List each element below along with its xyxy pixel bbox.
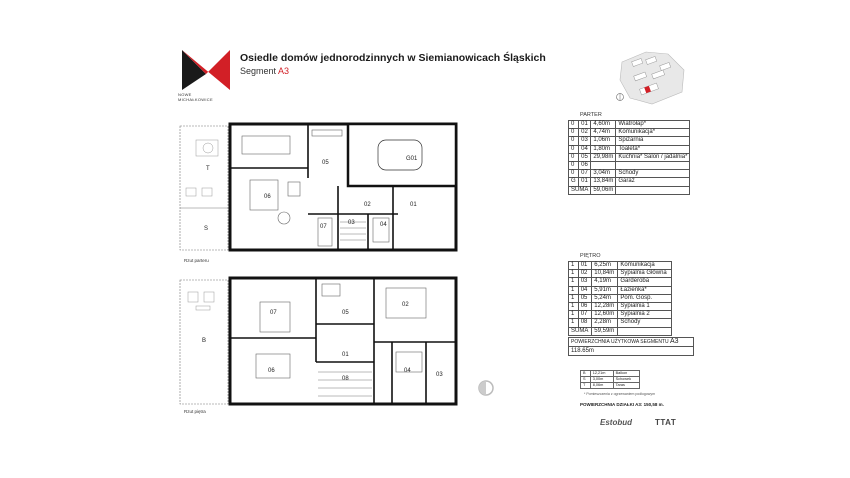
room-label: 01	[410, 202, 417, 208]
plot-area: POWIERZCHNIA DZIAŁKI A3: 150,58 m.	[580, 402, 664, 407]
room-label: B	[202, 338, 207, 344]
table-cell: 1,06m	[591, 137, 616, 145]
table-cell: 04	[578, 286, 592, 294]
room-label: 07	[320, 224, 327, 230]
table-row	[569, 137, 690, 145]
table-row	[569, 262, 672, 270]
table-cell: 0	[569, 170, 579, 178]
table-row	[569, 303, 672, 311]
table-cell: 0	[569, 137, 579, 145]
footnote: * Pomieszczenia z ogrzewaniem podłogowym	[584, 392, 656, 396]
pietro-heading: PIĘTRO	[580, 253, 601, 259]
table-cell: 08	[578, 319, 592, 327]
table-cell: 03	[579, 137, 591, 145]
ground-floor-plan	[178, 118, 468, 258]
room-label: G01	[406, 156, 418, 162]
upper-plan-label: Rzut piętra	[184, 409, 206, 414]
table-cell: 4,60m	[591, 121, 616, 129]
table-cell: 10,84m	[592, 270, 618, 278]
table-cell: 12,28m	[592, 303, 618, 311]
table-cell: 0	[569, 145, 579, 153]
table-cell: 02	[578, 270, 592, 278]
table-row	[569, 153, 690, 161]
table-cell: Pom. Gosp.	[618, 294, 672, 302]
table-cell: 02	[579, 129, 591, 137]
room-label: 06	[264, 194, 271, 200]
room-label: 07	[270, 310, 277, 316]
brand-logo-ttat: TTAT	[655, 418, 677, 427]
table-cell: 1	[569, 294, 579, 302]
table-cell: 1	[569, 278, 579, 286]
table-cell: 04	[579, 145, 591, 153]
table-cell: Toaleta*	[616, 145, 690, 153]
table-cell: 01	[578, 262, 592, 270]
sum-value: 59,59m	[592, 327, 618, 335]
table-row	[569, 286, 672, 294]
segment-code: A3	[278, 66, 290, 76]
table-cell: 06	[579, 162, 591, 170]
table-cell: 3,04m	[591, 170, 616, 178]
table-cell: T	[581, 383, 591, 389]
parter-heading: PARTER	[580, 112, 602, 118]
table-cell: 12,21m	[590, 371, 613, 377]
usable-area-value: 118.65m	[568, 346, 694, 356]
table-cell: 4,19m	[592, 278, 618, 286]
table-cell: 5,91m	[592, 286, 618, 294]
table-row	[569, 294, 672, 302]
table-cell: B	[581, 371, 591, 377]
table-cell: 8,06m	[590, 383, 613, 389]
table-cell: Wiatrołap*	[616, 121, 690, 129]
table-cell: 05	[578, 294, 592, 302]
sum-label: SUMA	[569, 327, 592, 335]
table-cell: 0	[569, 121, 579, 129]
table-cell: 13,84m	[591, 178, 616, 186]
table-cell: 07	[578, 311, 592, 319]
table-cell: Garaż	[616, 178, 690, 186]
sum-row	[569, 327, 672, 335]
table-cell: Spiżarnia	[616, 137, 690, 145]
sum-empty	[618, 327, 672, 335]
table-cell	[616, 162, 690, 170]
table-row	[569, 278, 672, 286]
table-cell: 06	[578, 303, 592, 311]
table-cell: 12,60m	[592, 311, 618, 319]
table-cell: 1	[569, 286, 579, 294]
table-row	[569, 170, 690, 178]
table-row	[581, 383, 640, 389]
table-cell: Schowek	[613, 377, 639, 383]
table-cell: 01	[579, 178, 591, 186]
north-arrow-icon	[478, 380, 494, 396]
table-cell: Balkon	[613, 371, 639, 377]
sum-row	[569, 186, 690, 194]
room-label: 02	[364, 202, 371, 208]
table-cell: 1	[569, 319, 579, 327]
table-cell: G	[569, 178, 579, 186]
room-label: 05	[322, 160, 329, 166]
table-cell: Kuchnia* Salon / jadalnia*	[616, 153, 690, 161]
room-label: 02	[402, 302, 409, 308]
room-label: 06	[268, 368, 275, 374]
table-row	[569, 270, 672, 278]
site-map	[612, 48, 692, 106]
table-cell: Schody	[618, 319, 672, 327]
table-cell: 1	[569, 270, 579, 278]
table-row	[569, 121, 690, 129]
table-cell: 4,74m	[591, 129, 616, 137]
table-cell: Sypialnia Główna	[618, 270, 672, 278]
room-label: S	[204, 226, 209, 232]
table-cell: 03	[578, 278, 592, 286]
pietro-table	[568, 261, 672, 336]
extras-table	[580, 370, 640, 389]
table-row	[569, 178, 690, 186]
table-cell: 3,00m	[590, 377, 613, 383]
sum-empty	[616, 186, 690, 194]
room-label: 04	[404, 368, 411, 374]
table-cell: 29,98m	[591, 153, 616, 161]
table-row	[569, 129, 690, 137]
room-label: 08	[342, 376, 349, 382]
table-cell: 1	[569, 303, 579, 311]
sum-value: 59,06m	[591, 186, 616, 194]
table-cell: Sypialnia 2	[618, 311, 672, 319]
table-cell: Komunikacja*	[616, 129, 690, 137]
logo-mark	[180, 48, 232, 92]
ground-plan-label: Rzut parteru	[184, 258, 209, 263]
room-label: T	[206, 166, 210, 172]
room-label: 03	[436, 372, 443, 378]
table-cell: 0	[569, 162, 579, 170]
brand-logo-estobud: Estobud	[600, 418, 632, 427]
usable-area-label: POWIERZCHNIA UŻYTKOWA SEGMENTU A3	[568, 337, 694, 347]
table-row	[569, 311, 672, 319]
table-row	[569, 145, 690, 153]
segment-label: Segment A3	[240, 66, 290, 76]
upper-floor-plan	[178, 272, 468, 412]
logo-text: NOWE MICHAŁKOWICE	[178, 92, 213, 102]
table-cell: 1	[569, 311, 579, 319]
room-label: 04	[380, 222, 387, 228]
table-cell: Taras	[613, 383, 639, 389]
table-cell: Komunikacja	[618, 262, 672, 270]
table-cell: S	[581, 377, 591, 383]
table-cell: 05	[579, 153, 591, 161]
room-label: 01	[342, 352, 349, 358]
table-cell: 6,25m	[592, 262, 618, 270]
table-cell: Sypialnia 1	[618, 303, 672, 311]
table-cell: 5,24m	[592, 294, 618, 302]
table-cell: Garderoba	[618, 278, 672, 286]
table-cell: 2,28m	[592, 319, 618, 327]
table-row	[569, 319, 672, 327]
parter-table	[568, 120, 690, 195]
sum-label: SUMA	[569, 186, 591, 194]
table-cell: 1,80m	[591, 145, 616, 153]
table-cell: Łazienka*	[618, 286, 672, 294]
table-cell: 0	[569, 153, 579, 161]
table-cell: 0	[569, 129, 579, 137]
table-cell	[591, 162, 616, 170]
page-title: Osiedle domów jednorodzinnych w Siemianowicach Śląskich	[240, 52, 546, 64]
room-label: 05	[342, 310, 349, 316]
table-cell: 1	[569, 262, 579, 270]
table-cell: 01	[579, 121, 591, 129]
table-cell: Schody	[616, 170, 690, 178]
room-label: 03	[348, 220, 355, 226]
table-row	[569, 162, 690, 170]
table-cell: 07	[579, 170, 591, 178]
